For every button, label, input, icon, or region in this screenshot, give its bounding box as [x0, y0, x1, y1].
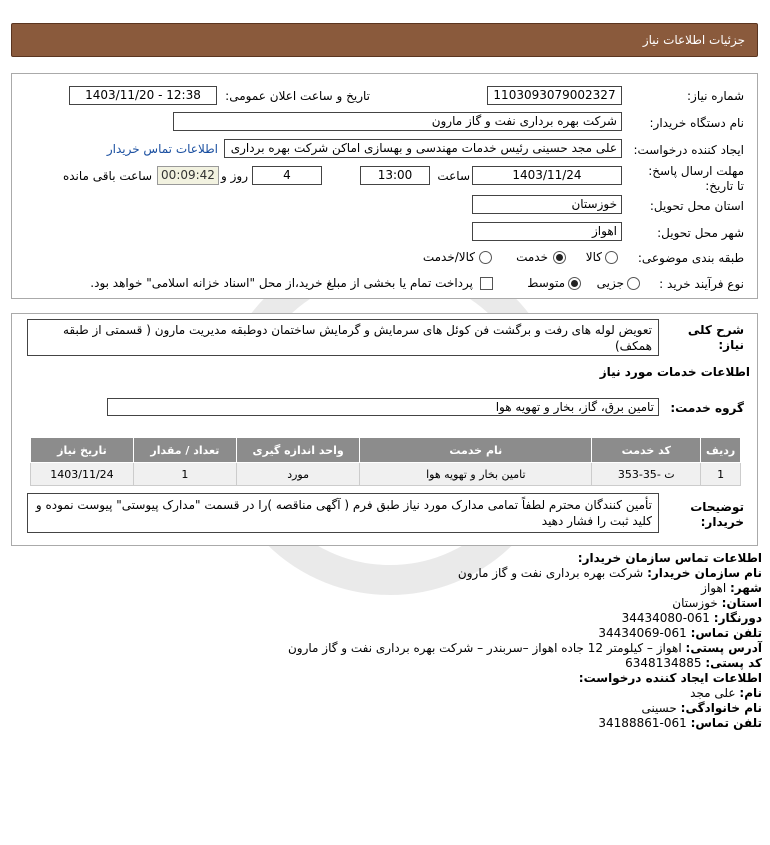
creator-family: نام خانوادگی: حسینی — [641, 701, 762, 715]
buyer-notes-field: تأمین کنندگان محترم لطفاً تمامی مدارک مورد نیاز طبق فرم ( آگهی مناقصه )را در قسمت "مدارک پیوستی" پیوست نموده و کلید ثبت را فشار دهید — [27, 493, 659, 533]
contact-city: شهر: اهواز — [701, 581, 762, 595]
days-label: روز و — [221, 169, 248, 183]
col-need-date: تاریخ نیاز — [31, 438, 134, 463]
cell-quantity: 1 — [133, 463, 236, 486]
creator-phone: تلفن تماس: 061-34188861 — [598, 716, 762, 730]
city-label: شهر محل تحویل: — [657, 226, 744, 240]
description-label: شرح کلی نیاز: — [687, 323, 744, 352]
need-number-field: 1103093079002327 — [487, 86, 622, 105]
deadline-label: مهلت ارسال پاسخ: تا تاریخ: — [648, 164, 744, 193]
col-service-code: کد خدمت — [592, 438, 701, 463]
deadline-date-field: 1403/11/24 — [472, 166, 622, 185]
col-quantity: تعداد / مقدار — [133, 438, 236, 463]
announce-label: تاریخ و ساعت اعلان عمومی: — [225, 89, 370, 103]
category-both-label: کالا/خدمت — [422, 250, 475, 264]
page-header — [11, 23, 758, 57]
buyer-contact-link[interactable]: اطلاعات تماس خریدار — [106, 142, 218, 156]
creator-field: علی مجد حسینی رئیس خدمات مهندسی و بهسازی اماکن شرکت بهره برداری — [224, 139, 622, 158]
services-table — [30, 437, 741, 486]
creator-label: ایجاد کننده درخواست: — [633, 143, 744, 157]
buyer-org-field: شرکت بهره برداری نفت و گاز مارون — [173, 112, 622, 131]
process-medium-radio[interactable] — [568, 277, 581, 290]
category-goods-label: کالا — [585, 250, 602, 264]
process-minor-radio[interactable] — [627, 277, 640, 290]
contact-title: اطلاعات تماس سازمان خریدار: — [577, 551, 762, 565]
process-label: نوع فرآیند خرید : — [659, 277, 744, 291]
cell-need-date: 1403/11/24 — [31, 463, 134, 486]
creator-title: اطلاعات ایجاد کننده درخواست: — [578, 671, 762, 685]
city-field: اهواز — [472, 222, 622, 241]
province-label: استان محل تحویل: — [649, 199, 744, 213]
service-group-label: گروه خدمت: — [670, 401, 744, 415]
process-minor-label: جزیی — [596, 276, 624, 290]
cell-service-code: ت -35-353 — [592, 463, 701, 486]
buyer-notes-label: توضیحات خریدار: — [690, 500, 744, 529]
province-field: خوزستان — [472, 195, 622, 214]
col-unit: واحد اندازه گیری — [236, 438, 360, 463]
need-number-label: شماره نیاز: — [687, 89, 744, 103]
services-table-header — [31, 438, 741, 463]
description-field: تعویض لوله های رفت و برگشت فن کوئل های سرمایش و گرمایش ساختمان دوطبقه مدیریت مارون ( قسمتی از طبقه همکف) — [27, 319, 659, 356]
announce-datetime-field: 1403/11/20 - 12:38 — [69, 86, 217, 105]
remaining-timer: 00:09:42 — [157, 166, 219, 185]
creator-name: نام: علی مجد — [690, 686, 762, 700]
col-service-name: نام خدمت — [360, 438, 592, 463]
contact-address: آدرس پستی: اهواز – کیلومتر 12 جاده اهواز –سربندر – شرکت بهره برداری نفت و گاز مارون — [287, 641, 762, 655]
service-group-field: تامین برق، گاز، بخار و تهویه هوا — [107, 398, 659, 416]
category-both-radio[interactable] — [479, 251, 492, 264]
category-label: طبقه بندی موضوعی: — [637, 251, 744, 265]
cell-service-name: تامین بخار و تهویه هوا — [360, 463, 592, 486]
buyer-org-label: نام دستگاه خریدار: — [649, 116, 744, 130]
treasury-payment-checkbox[interactable] — [480, 277, 493, 290]
process-medium-label: متوسط — [527, 276, 565, 290]
cell-unit: مورد — [236, 463, 360, 486]
contact-province: استان: خوزستان — [672, 596, 762, 610]
page-title: جزئیات اطلاعات نیاز — [642, 33, 745, 47]
contact-fax: دورنگار: 061-34434080 — [621, 611, 762, 625]
contact-postal: کد پستی: 6348134885 — [625, 656, 762, 670]
table-row — [31, 463, 741, 486]
treasury-payment-note: پرداخت تمام یا بخشی از مبلغ خرید،از محل "اسناد خزانه اسلامی" خواهد بود. — [90, 276, 473, 290]
contact-phone: تلفن تماس: 061-34434069 — [598, 626, 762, 640]
col-row: ردیف — [701, 438, 741, 463]
category-goods-radio[interactable] — [605, 251, 618, 264]
contact-org: نام سازمان خریدار: شرکت بهره برداری نفت و گاز مارون — [457, 566, 762, 580]
category-service-label: خدمت — [516, 250, 548, 264]
cell-row: 1 — [701, 463, 741, 486]
deadline-time-label: ساعت — [437, 169, 470, 183]
category-service-radio[interactable] — [553, 251, 566, 264]
days-field: 4 — [252, 166, 322, 185]
deadline-time-field: 13:00 — [360, 166, 430, 185]
services-section-title: اطلاعات خدمات مورد نیاز — [599, 365, 750, 379]
remaining-label: ساعت باقی مانده — [62, 169, 152, 183]
